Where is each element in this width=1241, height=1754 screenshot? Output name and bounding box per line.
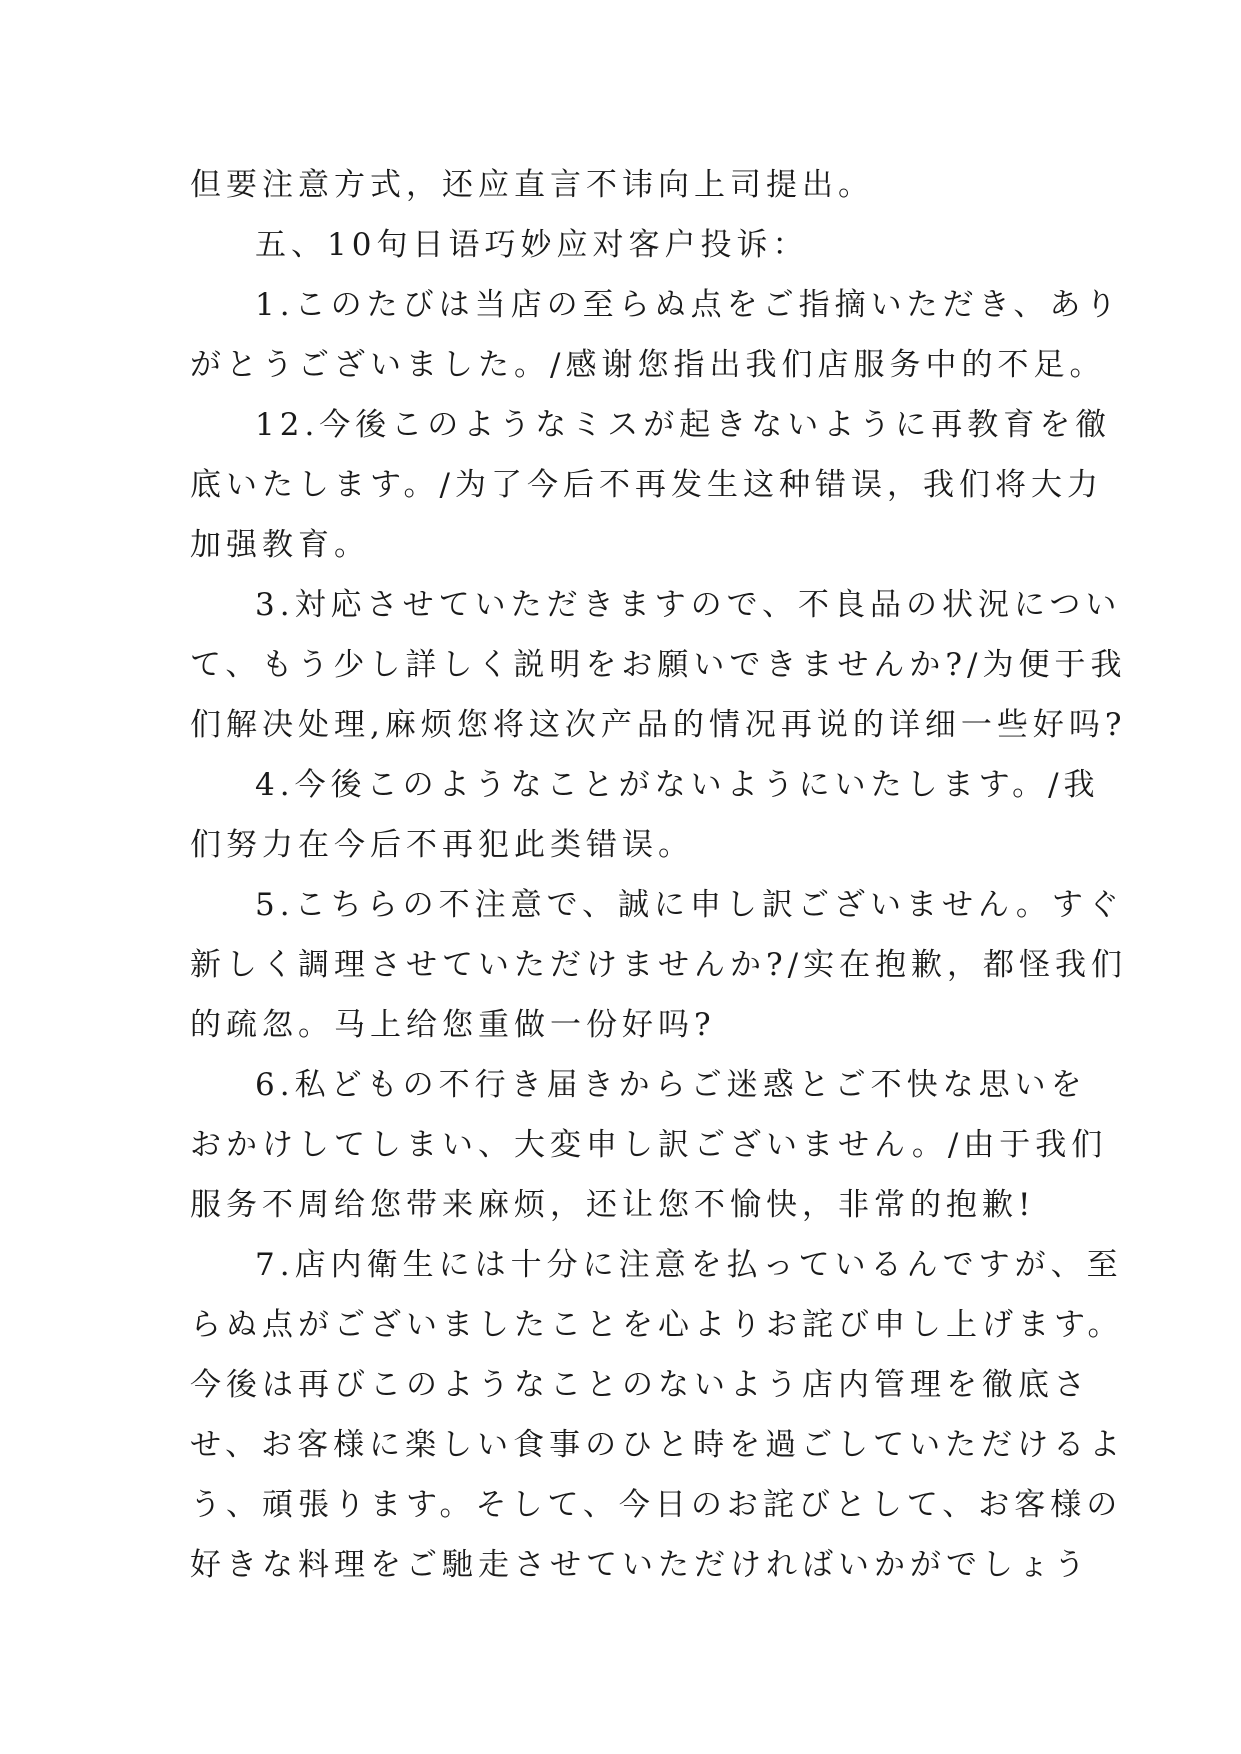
text-line: 6.私どもの不行き届きからご迷惑とご不快な思いを xyxy=(255,1067,1087,1103)
text-line: 底いたします。/为了今后不再发生这种错误，我们将大力 xyxy=(190,467,1103,503)
text-line: 1.このたびは当店の至らぬ点をご指摘いただき、あり xyxy=(255,287,1122,323)
text-line: らぬ点がございましたことを心よりお詫び申し上げます。 xyxy=(190,1307,1124,1343)
text-line: おかけしてしまい、大変申し訳ございません。/由于我们 xyxy=(190,1127,1108,1163)
text-line: 们努力在今后不再犯此类错误。 xyxy=(190,827,694,863)
text-line: 加强教育。 xyxy=(190,527,370,563)
text-line: がとうございました。/感谢您指出我们店服务中的不足。 xyxy=(190,347,1106,383)
text-line: せ、お客様に楽しい食事のひと時を過ごしていただけるよ xyxy=(190,1427,1126,1463)
text-line: 的疏忽。马上给您重做一份好吗? xyxy=(190,1007,716,1043)
text-line: う、頑張ります。そして、今日のお詫びとして、お客様の xyxy=(190,1487,1123,1523)
text-line: 3.対応させていただきますので、不良品の状況につい xyxy=(255,587,1122,623)
text-line: て、もう少し詳しく説明をお願いできませんか?/为便于我 xyxy=(190,647,1127,683)
text-line: 服务不周给您带来麻烦，还让您不愉快，非常的抱歉! xyxy=(190,1187,1036,1223)
text-line: 今後は再びこのようなことのないよう店内管理を徹底さ xyxy=(190,1367,1090,1403)
section-heading: 五、10句日语巧妙应对客户投诉： xyxy=(255,227,809,263)
text-line: 7.店内衛生には十分に注意を払っているんですが、至 xyxy=(255,1247,1123,1283)
text-line: 好きな料理をご馳走させていただければいかがでしょう xyxy=(190,1547,1090,1583)
text-line: 12.今後このようなミスが起きないように再教育を徹 xyxy=(255,407,1112,443)
text-line: 但要注意方式，还应直言不讳向上司提出。 xyxy=(190,167,874,203)
text-line: 们解决处理,麻烦您将这次产品的情况再说的详细一些好吗? xyxy=(190,707,1127,743)
text-line: 4.今後このようなことがないようにいたします。/我 xyxy=(255,767,1100,803)
text-line: 新しく調理させていただけませんか?/实在抱歉，都怪我们 xyxy=(190,947,1128,983)
text-line: 5.こちらの不注意で、誠に申し訳ございません。すぐ xyxy=(255,887,1124,923)
